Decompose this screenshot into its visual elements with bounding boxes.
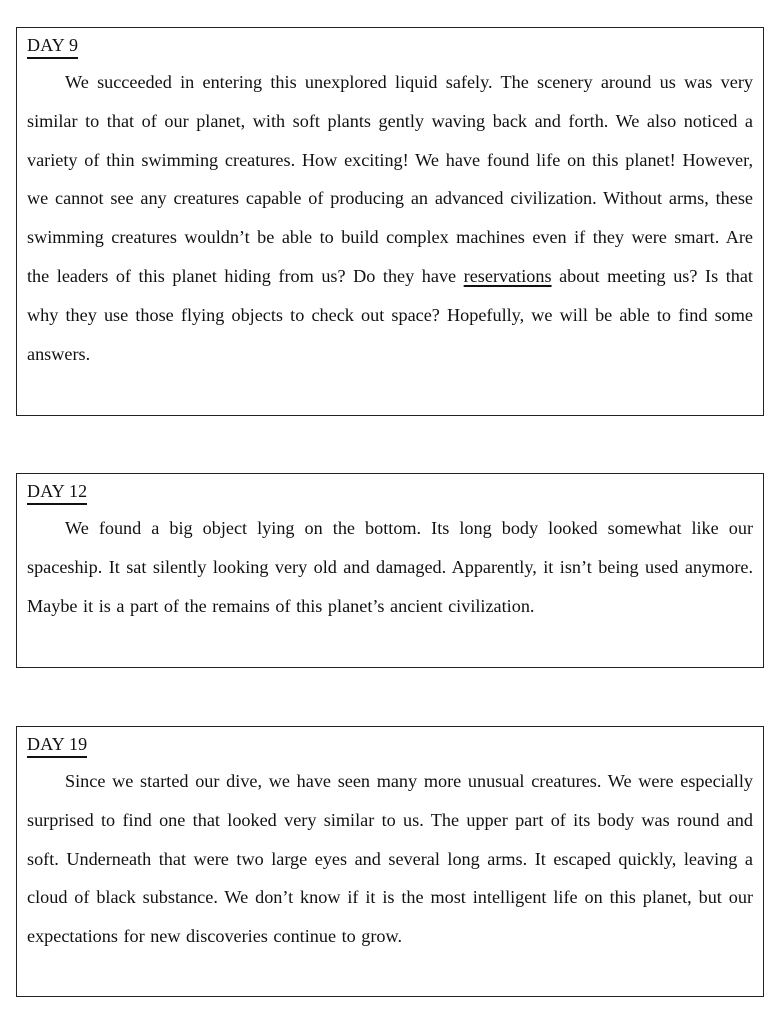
entry-body: We found a big object lying on the bottom. Its long body looked somewhat like our spaceship. It sat silently looking very old and damaged. Apparently, it isn’t being used anymore. Maybe it is a part of the remains of this planet’s ancient civilization. xyxy=(27,518,753,616)
entry-heading: DAY 19 xyxy=(27,733,87,758)
underlined-word: reservations xyxy=(463,265,552,286)
diary-entry-day-19 xyxy=(16,726,764,997)
entry-heading: DAY 12 xyxy=(27,480,87,505)
entry-heading: DAY 9 xyxy=(27,34,78,59)
entry-text: We succeeded in entering this unexplored liquid safely. The scenery around us was very similar to that of our planet, with soft plants gently waving back and forth. We also noticed a variety of thin swimming creatures. How exciting! We have found life on this planet! However, we cannot see any creatures capable of producing an advanced civilization. Without arms, these swimming creatures wouldn’t be able to build complex machines even if they were smart. Are the leaders of this planet hiding from us? Do they have xyxy=(27,72,753,286)
diary-entry-day-9 xyxy=(16,27,764,416)
diary-entry-day-12 xyxy=(16,473,764,668)
entry-text: about meeting us? Is that why they use those flying objects to check out space? Hopefully, we will be able to find some answers. xyxy=(27,265,753,364)
entry-body xyxy=(27,63,753,373)
entry-body: Since we started our dive, we have seen many more unusual creatures. We were especially surprised to find one that looked very similar to us. The upper part of its body was round and soft. Underneath that were two large eyes and several long arms. It escaped quickly, leaving a cloud of black substance. We don’t know if it is the most intelligent life on this planet, but our expectations for new discoveries continue to grow. xyxy=(27,771,753,947)
